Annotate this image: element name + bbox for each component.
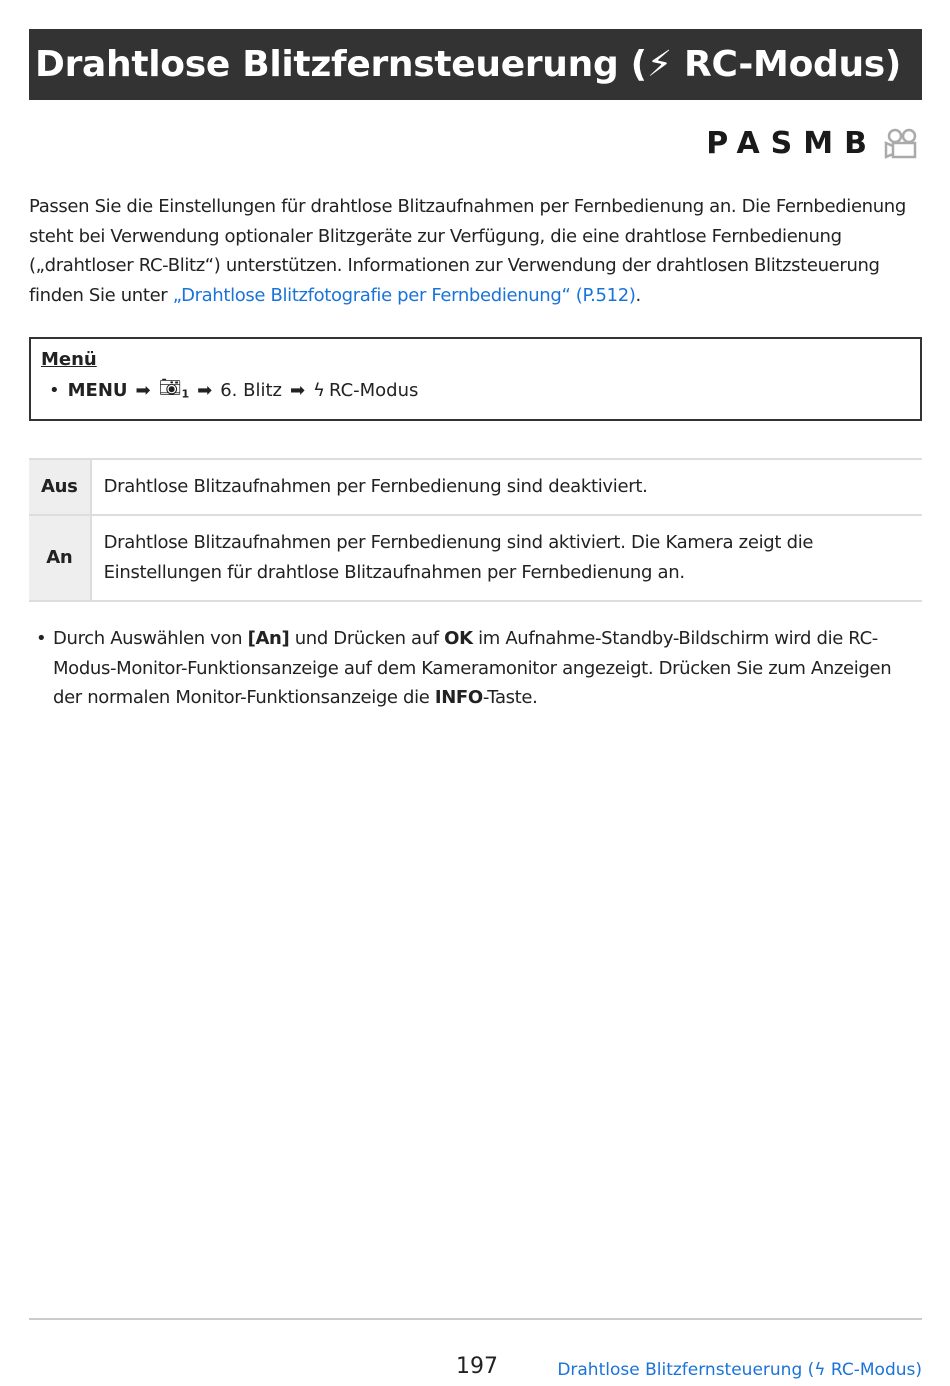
menu-step: 6. Blitz: [220, 380, 282, 402]
table-row: [29, 459, 922, 515]
note-bold: INFO: [434, 687, 483, 709]
menu-step: MENU: [67, 380, 128, 402]
intro-end: .: [635, 284, 641, 306]
arrow-right-icon: ➡: [135, 380, 151, 402]
camera-icon: $📷︎_1$: [158, 377, 190, 401]
option-desc: Drahtlose Blitzaufnahmen per Fernbedienung sind deaktiviert.: [91, 459, 922, 515]
menu-step: RC-Modus: [328, 380, 419, 402]
intro-text: Passen Sie die Einstellungen für drahtlose Blitzaufnahmen per Fernbedienung an. Die Fernbedienung steht bei Verwendung optionaler Blitzgeräte zur Verfügung, die eine drahtlose Fernbedienung („drahtloser RC-Blitz“) unterstützen. Informationen zur Verwendung der drahtlosen Blitzsteuerung finden Sie unter: [29, 196, 906, 306]
arrow-right-icon: ➡: [289, 380, 306, 402]
options-table: [29, 458, 922, 602]
menu-heading: Menü: [41, 349, 97, 370]
title-text-suffix: RC-Modus): [671, 44, 902, 85]
footer-section-link[interactable]: [557, 1360, 922, 1380]
arrow-right-icon: ➡: [197, 380, 213, 402]
movie-camera-icon: [884, 128, 920, 160]
menu-path-box: [29, 337, 922, 421]
flash-icon: ϟ: [313, 380, 325, 402]
note-bold: [An]: [247, 628, 290, 649]
footer-text-suffix: RC-Modus): [825, 1360, 922, 1380]
page-title: [29, 29, 922, 100]
page-number: 197: [456, 1354, 498, 1379]
flash-icon: ϟ: [814, 1360, 826, 1380]
table-row: [29, 515, 922, 601]
note-bullet: [53, 624, 913, 713]
mode-letters: PASMB: [706, 126, 878, 161]
intro-paragraph: [29, 192, 924, 310]
menu-path: [41, 373, 910, 410]
note-text: im Aufnahme-Standby-Bildschirm wird die RC-Modus-Monitor-Funktionsanzeige auf dem Kameramonitor angezeigt. Drücken Sie zum Anzeigen der normalen Monitor-Funktionsanzeige die: [53, 628, 892, 709]
note-text: -Taste.: [482, 687, 538, 709]
note-text: und Drücken auf: [289, 628, 445, 649]
note-text: Durch Auswählen von: [53, 628, 248, 649]
bullet: •: [49, 380, 60, 402]
title-text: Drahtlose Blitzfernsteuerung (: [35, 44, 647, 85]
option-desc: Drahtlose Blitzaufnahmen per Fernbedienung sind aktiviert. Die Kamera zeigt die Einstellungen für drahtlose Blitzaufnahmen per Fernbedienung an.: [91, 515, 922, 601]
footer-divider: [29, 1318, 922, 1320]
camera-tab-number: 1: [181, 387, 190, 401]
flash-icon: ⚡: [646, 44, 672, 85]
shooting-modes: [706, 126, 920, 161]
footer-text: Drahtlose Blitzfernsteuerung (: [557, 1360, 815, 1380]
note-bold: OK: [444, 628, 473, 649]
reference-link[interactable]: „Drahtlose Blitzfotografie per Fernbedienung“ (P.512): [172, 284, 636, 306]
option-key: Aus: [29, 459, 91, 515]
option-key: An: [29, 515, 91, 601]
